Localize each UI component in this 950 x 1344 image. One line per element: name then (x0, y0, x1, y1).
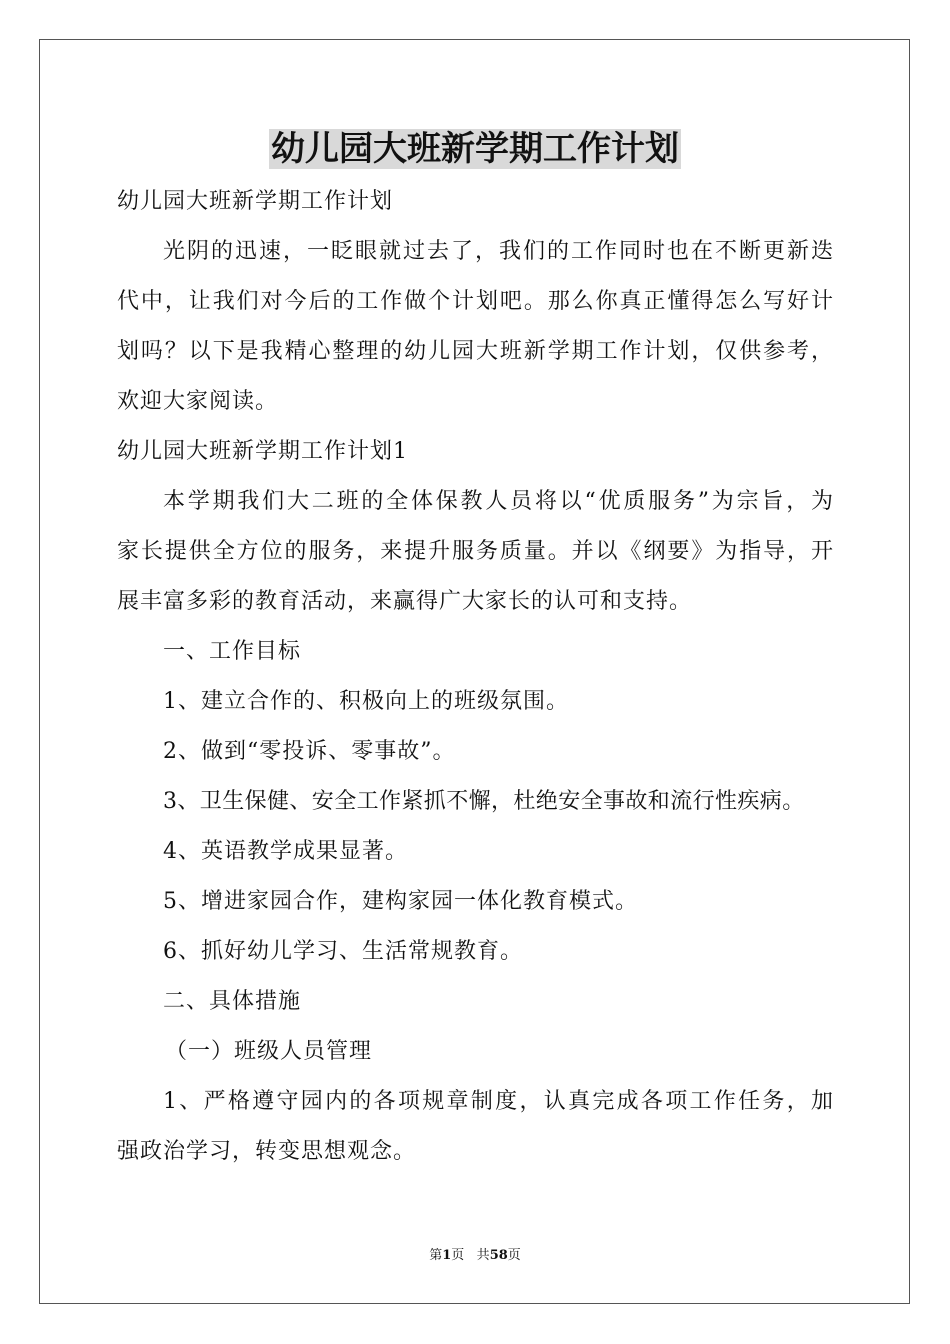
section-heading: 二、具体措施 (163, 989, 302, 1014)
subtitle-line: 幼儿园大班新学期工作计划 (117, 189, 394, 214)
paragraph-line: 代中，让我们对今后的工作做个计划吧。那么你真正懂得怎么写好计 (117, 289, 833, 314)
paragraph-line: 本学期我们大二班的全体保教人员将以“优质服务”为宗旨，为 (163, 489, 833, 514)
list-item: 3、卫生保健、安全工作紧抓不懈，杜绝安全事故和流行性疾病。 (163, 789, 805, 814)
list-item: 1、严格遵守园内的各项规章制度，认真完成各项工作任务，加 (163, 1089, 833, 1114)
section-heading: 幼儿园大班新学期工作计划1 (117, 439, 408, 464)
document-title-text: 幼儿园大班新学期工作计划 (271, 129, 679, 169)
page-prefix: 第 (429, 1248, 443, 1263)
page-footer (0, 1246, 950, 1266)
list-item: 5、增进家园合作，建构家园一体化教育模式。 (163, 889, 638, 914)
subsection-heading: （一）班级人员管理 (165, 1039, 373, 1064)
total-prefix: 共 (476, 1248, 490, 1263)
total-pages: 58 (489, 1248, 508, 1263)
list-item: 4、英语教学成果显著。 (163, 839, 408, 864)
paragraph-line: 展丰富多彩的教育活动，来赢得广大家长的认可和支持。 (117, 589, 693, 614)
paragraph-line: 欢迎大家阅读。 (117, 389, 279, 414)
list-item: 2、做到“零投诉、零事故”。 (163, 739, 456, 764)
list-item: 6、抓好幼儿学习、生活常规教育。 (163, 939, 523, 964)
total-suffix: 页 (507, 1248, 521, 1263)
list-item: 1、建立合作的、积极向上的班级氛围。 (163, 689, 569, 714)
paragraph-line: 光阴的迅速，一眨眼就过去了，我们的工作同时也在不断更新迭 (163, 239, 833, 264)
page-number: 1 (442, 1248, 452, 1263)
document-body (117, 177, 833, 1177)
document-title (0, 124, 950, 174)
paragraph-line: 家长提供全方位的服务，来提升服务质量。并以《纲要》为指导，开 (117, 539, 833, 564)
paragraph-line: 强政治学习，转变思想观念。 (117, 1139, 417, 1164)
page-suffix: 页 (451, 1248, 465, 1263)
paragraph-line: 划吗？以下是我精心整理的幼儿园大班新学期工作计划，仅供参考， (117, 339, 833, 364)
section-heading: 一、工作目标 (163, 639, 302, 664)
